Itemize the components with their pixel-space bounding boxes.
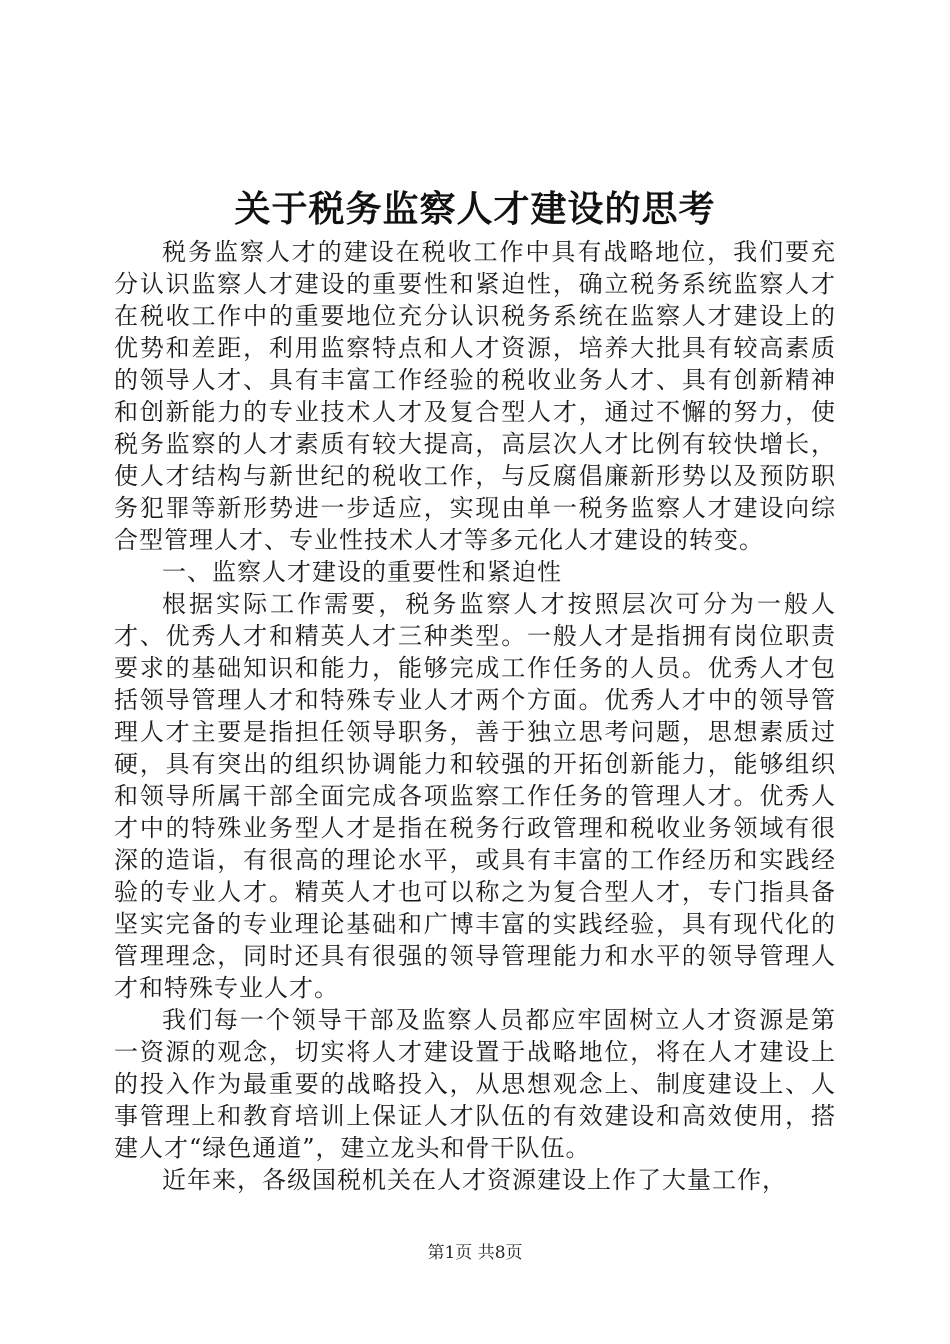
page-title: 关于税务监察人才建设的思考	[234, 188, 716, 230]
page-footer: 第1页 共8页	[427, 1243, 523, 1263]
document-body	[114, 236, 836, 1196]
section-heading: 一、监察人才建设的重要性和紧迫性	[162, 558, 562, 586]
paragraph-recent-years: 近年来，各级国税机关在人才资源建设上作了大量工作，	[162, 1166, 787, 1194]
paragraph-intro: 税务监察人才的建设在税收工作中具有战略地位，我们要充分认识监察人才建设的重要性和紧迫性，确立税务系统监察人才在税收工作中的重要地位充分认识税务系统在监察人才建设上的优势和差距，利用监察特点和人才资源，培养大批具有较高素质的领导人才、具有丰富工作经验的税收业务人才、具有创新精神和创新能力的专业技术人才及复合型人才，通过不懈的努力，使税务监察的人才素质有较大提高，高层次人才比例有较快增长，使人才结构与新世纪的税收工作，与反腐倡廉新形势以及预防职务犯罪等新形势进一步适应，实现由单一税务监察人才建设向综合型管理人才、专业性技术人才等多元化人才建设的转变。	[114, 238, 836, 554]
paragraph-talent-types: 根据实际工作需要，税务监察人才按照层次可分为一般人才、优秀人才和精英人才三种类型。一般人才是指拥有岗位职责要求的基础知识和能力，能够完成工作任务的人员。优秀人才包括领导管理人才和特殊专业人才两个方面。优秀人才中的领导管理人才主要是指担任领导职务，善于独立思考问题，思想素质过硬，具有突出的组织协调能力和较强的开拓创新能力，能够组织和领导所属干部全面完成各项监察工作任务的管理人才。优秀人才中的特殊业务型人才是指在税务行政管理和税收业务领域有很深的造诣，有很高的理论水平，或具有丰富的工作经历和实践经验的专业人才。精英人才也可以称之为复合型人才，专门指具备坚实完备的专业理论基础和广博丰富的实践经验，具有现代化的管理理念，同时还具有很强的领导管理能力和水平的领导管理人才和特殊专业人才。	[114, 590, 836, 1002]
paragraph-talent-resource: 我们每一个领导干部及监察人员都应牢固树立人才资源是第一资源的观念，切实将人才建设置于战略地位，将在人才建设上的投入作为最重要的战略投入，从思想观念上、制度建设上、人事管理上和教育培训上保证人才队伍的有效建设和高效使用，搭建人才“绿色通道”，建立龙头和骨干队伍。	[114, 1006, 836, 1162]
